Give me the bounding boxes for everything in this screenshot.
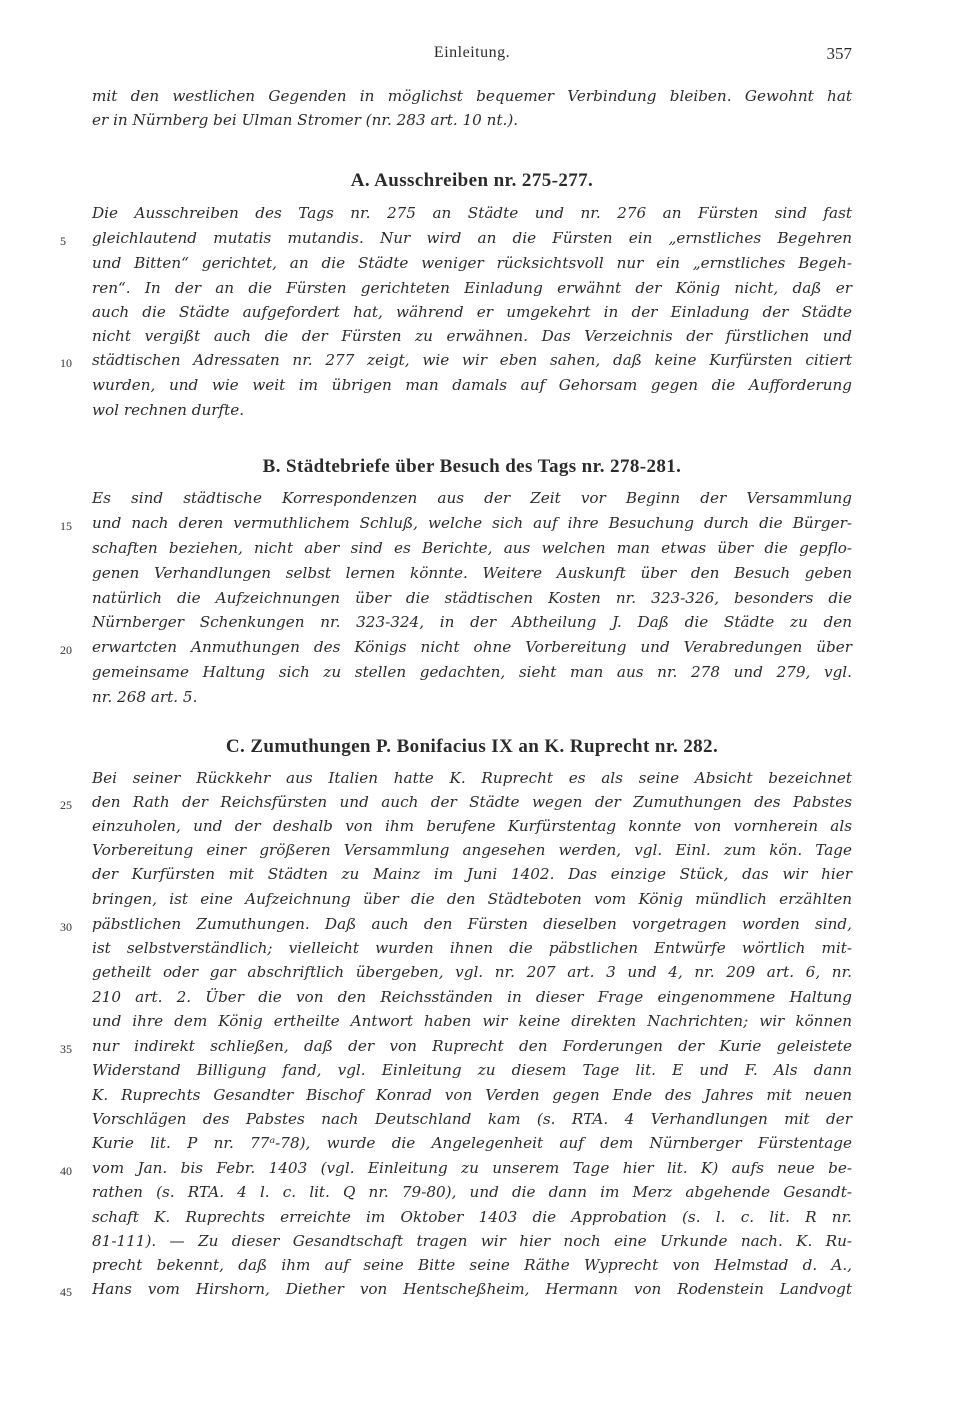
- text-line: auch die Städte aufgefordert hat, während er umgekehrt in der Einladung der Städte: [92, 303, 852, 321]
- text-line: 210 art. 2. Über die von den Reichsständen in dieser Frage eingenommene Haltung: [92, 988, 852, 1006]
- text-line: genen Verhandlungen selbst lernen könnte. Weitere Auskunft über den Besuch geben: [92, 564, 852, 582]
- section-heading-a: A. Ausschreiben nr. 275-277.: [350, 170, 594, 191]
- line-number: 45: [60, 1285, 72, 1299]
- text-line: Hans vom Hirshorn, Diether von Hentscheßheim, Hermann von Rodenstein Landvogt: [92, 1280, 852, 1298]
- line-number: 15: [60, 519, 72, 533]
- text-line: schaften beziehen, nicht aber sind es Berichte, aus welchen man etwas über die gepflo-: [92, 539, 852, 557]
- running-title: Einleitung.: [433, 44, 511, 61]
- page-number: 357: [826, 44, 852, 63]
- text-line: Nürnberger Schenkungen nr. 323-324, in der Abtheilung J. Daß die Städte zu den: [92, 613, 852, 631]
- text-line: vom Jan. bis Febr. 1403 (vgl. Einleitung zu unserem Tage hier lit. K) aufs neue be-: [92, 1159, 852, 1177]
- text-line: und Bitten“ gerichtet, an die Städte weniger rücksichtsvoll nur ein „ernstliches Begeh-: [92, 254, 852, 272]
- text-line: wurden, und wie weit im übrigen man damals auf Gehorsam gegen die Aufforderung: [92, 376, 852, 394]
- text-line: schaft K. Ruprechts erreichte im Oktober 1403 die Approbation (s. l. c. lit. R nr.: [92, 1208, 852, 1226]
- text-line: mit den westlichen Gegenden in möglichst bequemer Verbindung bleiben. Gewohnt hat: [92, 87, 852, 105]
- text-line: Kurie lit. P nr. 77ᵃ-78), wurde die Angelegenheit auf dem Nürnberger Fürstentage: [92, 1134, 852, 1152]
- text-line: ist selbstverständlich; vielleicht wurden ihnen die päbstlichen Entwürfe wörtlich mit-: [92, 939, 852, 957]
- text-line: natürlich die Aufzeichnungen über die städtischen Kosten nr. 323-326, besonders die: [92, 589, 852, 607]
- line-number: 5: [60, 234, 66, 248]
- line-number: 30: [60, 920, 72, 934]
- text-line: rathen (s. RTA. 4 l. c. lit. Q nr. 79-80), und die dann im Merz abgehende Gesandt-: [92, 1183, 852, 1201]
- text-line: und nach deren vermuthlichem Schluß, welche sich auf ihre Besuchung durch die Bürger-: [92, 514, 852, 532]
- text-line: bringen, ist eine Aufzeichnung über die den Städteboten vom König mündlich erzählten: [92, 890, 852, 908]
- text-line: precht bekennt, daß ihm auf seine Bitte seine Räthe Wyprecht von Helmstad d. A.,: [92, 1256, 852, 1274]
- text-line: gleichlautend mutatis mutandis. Nur wird an die Fürsten ein „ernstliches Begehren: [92, 229, 852, 247]
- text-line: K. Ruprechts Gesandter Bischof Konrad von Verden gegen Ende des Jahres mit neuen: [92, 1086, 852, 1104]
- text-line: und ihre dem König ertheilte Antwort haben wir keine direkten Nachrichten; wir können: [92, 1012, 852, 1030]
- text-line: städtischen Adressaten nr. 277 zeigt, wie wir eben sahen, daß keine Kurfürsten citiert: [92, 351, 852, 369]
- text-line: 81-111). — Zu dieser Gesandtschaft tragen wir hier noch eine Urkunde nach. K. Ru-: [92, 1232, 852, 1250]
- line-number: 35: [60, 1042, 72, 1056]
- text-line: ren“. In der an die Fürsten gerichteten Einladung erwähnt der König nicht, daß er: [92, 279, 852, 297]
- text-line: Es sind städtische Korrespondenzen aus der Zeit vor Beginn der Versammlung: [92, 489, 852, 507]
- text-line: Vorschlägen des Pabstes nach Deutschland kam (s. RTA. 4 Verhandlungen mit der: [92, 1110, 852, 1128]
- section-heading-b: B. Städtebriefe über Besuch des Tags nr. 278-281.: [262, 456, 682, 477]
- text-line: nicht vergißt auch die der Fürsten zu erwähnen. Das Verzeichnis der fürstlichen und: [92, 327, 852, 345]
- line-number: 20: [60, 643, 72, 657]
- text-line: wol rechnen durfte.: [92, 401, 245, 419]
- text-line: nr. 268 art. 5.: [92, 688, 198, 706]
- text-line: erwartcten Anmuthungen des Königs nicht ohne Vorbereitung und Verabredungen über: [92, 638, 852, 656]
- text-line: den Rath der Reichsfürsten und auch der Städte wegen der Zumuthungen des Pabstes: [92, 793, 852, 811]
- text-line: Widerstand Billigung fand, vgl. Einleitung zu diesem Tage lit. E und F. Als dann: [92, 1061, 852, 1079]
- section-heading-c: C. Zumuthungen P. Bonifacius IX an K. Ruprecht nr. 282.: [225, 736, 719, 757]
- text-line: päbstlichen Zumuthungen. Daß auch den Fürsten dieselben vorgetragen worden sind,: [92, 915, 852, 933]
- line-number: 25: [60, 798, 72, 812]
- text-line: gemeinsame Haltung sich zu stellen gedachten, sieht man aus nr. 278 und 279, vgl.: [92, 663, 852, 681]
- text-line: der Kurfürsten mit Städten zu Mainz im Juni 1402. Das einzige Stück, das wir hier: [92, 865, 852, 883]
- text-line: er in Nürnberg bei Ulman Stromer (nr. 283 art. 10 nt.).: [92, 111, 519, 129]
- text-line: getheilt oder gar abschriftlich übergeben, vgl. nr. 207 art. 3 und 4, nr. 209 art. 6, nr.: [92, 963, 852, 981]
- text-line: Bei seiner Rückkehr aus Italien hatte K. Ruprecht es als seine Absicht bezeichnet: [92, 769, 852, 787]
- text-line: Die Ausschreiben des Tags nr. 275 an Städte und nr. 276 an Fürsten sind fast: [92, 204, 852, 222]
- line-number: 10: [60, 356, 72, 370]
- page-header: [92, 44, 852, 70]
- text-line: einzuholen, und der deshalb von ihm berufene Kurfürstentag konnte von vornherein als: [92, 817, 852, 835]
- text-line: nur indirekt schließen, daß der von Ruprecht den Forderungen der Kurie geleistete: [92, 1037, 852, 1055]
- line-number: 40: [60, 1164, 72, 1178]
- text-line: Vorbereitung einer größeren Versammlung angesehen werden, vgl. Einl. zum kön. Tage: [92, 841, 852, 859]
